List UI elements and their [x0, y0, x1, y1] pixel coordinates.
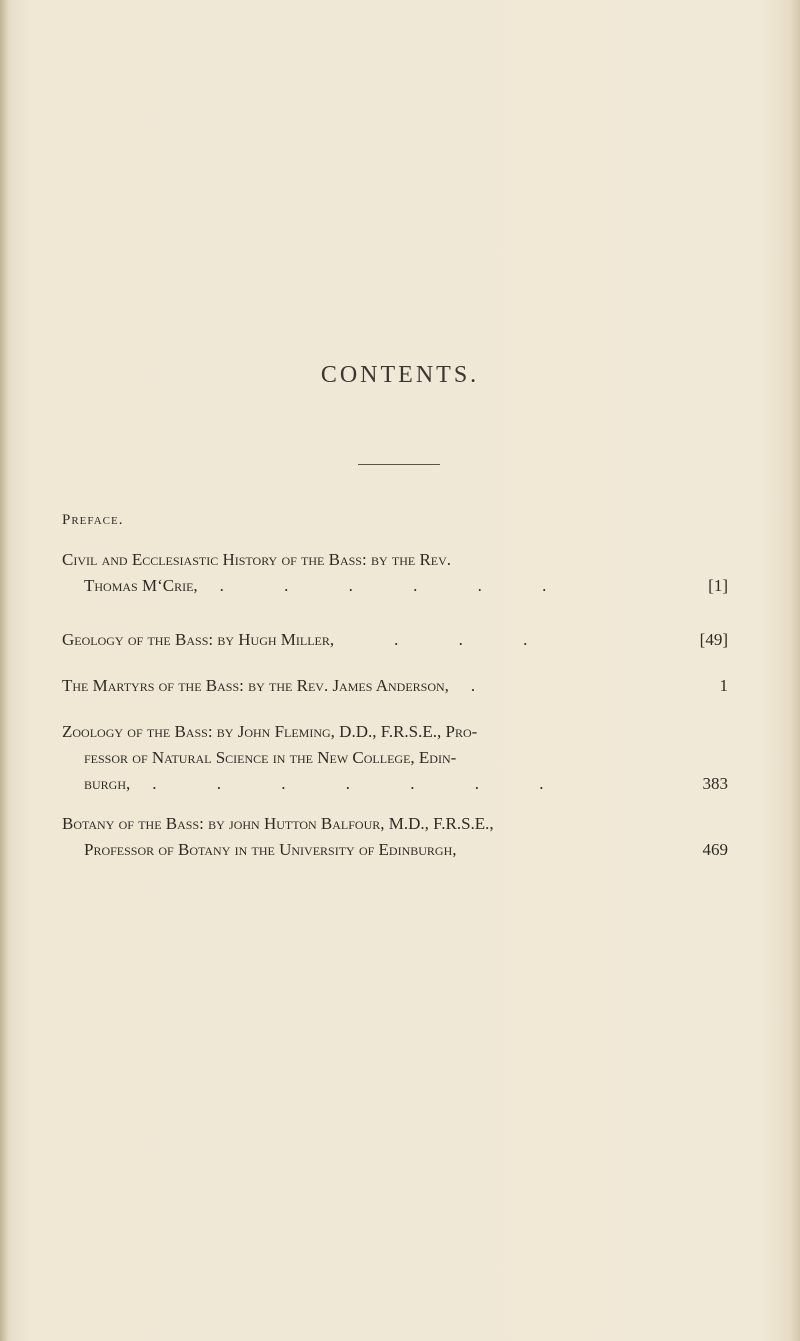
toc-entry-title: The Martyrs of the Bass: by the Rev. James Anderson,	[62, 676, 449, 695]
preface-entry	[62, 508, 722, 532]
toc-line	[62, 746, 722, 772]
page-number: 1	[719, 676, 728, 695]
leader-dots: . . .	[394, 630, 556, 649]
toc-entry-title: Geology of the Bass: by Hugh Miller,	[62, 630, 335, 649]
toc-line	[62, 574, 728, 600]
toc-line	[62, 628, 728, 654]
book-spine-shadow	[0, 0, 8, 1341]
toc-entry-title: Botany of the Bass: by john Hutton Balfour, M.D., F.R.S.E.,	[62, 814, 494, 833]
toc-entry-martyrs	[62, 674, 728, 700]
toc-entry-title-cont: Thomas M‘Crie,	[84, 576, 198, 595]
toc-line	[62, 548, 722, 574]
toc-entry-title-cont: burgh,	[84, 774, 131, 793]
toc-entry-title: Zoology of the Bass: by John Fleming, D.D., F.R.S.E., Pro-	[62, 722, 478, 741]
toc-entry-civil-history	[62, 548, 728, 600]
toc-line	[62, 812, 722, 838]
toc-entry-title-cont: Professor of Botany in the University of Edinburgh,	[84, 840, 457, 859]
page-number: 383	[702, 774, 728, 793]
toc-line	[62, 772, 728, 798]
page-number: [49]	[699, 630, 728, 649]
toc-line	[62, 720, 722, 746]
toc-entry-title: Civil and Ecclesiastic History of the Bass: by the Rev.	[62, 550, 452, 569]
page-title: CONTENTS.	[320, 362, 480, 388]
preface-label: Preface.	[62, 512, 124, 528]
leader-dots: .	[470, 676, 504, 695]
page-number: [1]	[708, 576, 728, 595]
toc-entry-zoology	[62, 720, 728, 798]
page-number: 469	[702, 840, 728, 859]
title-rule	[358, 464, 440, 465]
toc-line	[62, 838, 728, 864]
leader-dots: . . . . . . .	[152, 774, 572, 793]
leader-dots: . . . . . .	[219, 576, 575, 595]
toc-entry-geology	[62, 628, 728, 654]
toc-entry-title-cont: fessor of Natural Science in the New College, Edin-	[84, 748, 457, 767]
toc-entry-botany	[62, 812, 728, 864]
toc-line	[62, 674, 728, 700]
